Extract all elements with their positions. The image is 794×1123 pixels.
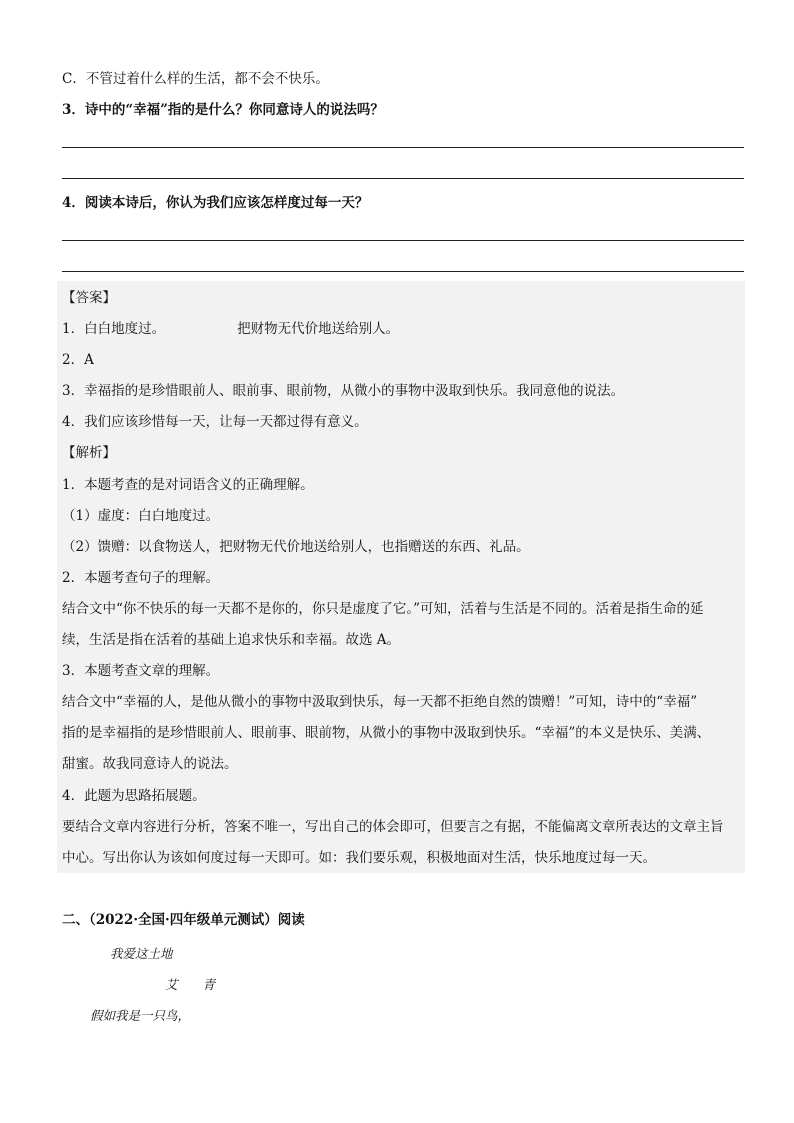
question-3: 3．诗中的“幸福”指的是什么？你同意诗人的说法吗？ bbox=[62, 102, 384, 118]
analysis-line: 指的是幸福指的是珍惜眼前人、眼前事、眼前物，从微小的事物中汲取到快乐。“幸福”的本义是快乐、美满、 bbox=[62, 725, 711, 741]
analysis-line: 续，生活是指在活着的基础上追求快乐和幸福。故选 A。 bbox=[62, 632, 401, 648]
answer-2: 2．A bbox=[62, 352, 94, 368]
answer-line bbox=[62, 271, 744, 272]
answer-3: 3．幸福指的是珍惜眼前人、眼前事、眼前物，从微小的事物中汲取到快乐。我同意他的说法。 bbox=[62, 383, 625, 399]
analysis-line: （2）馈赠：以食物送人，把财物无代价地送给别人，也指赠送的东西、礼品。 bbox=[62, 539, 530, 555]
answer-heading: 【答案】 bbox=[62, 290, 116, 306]
analysis-line: 3．本题考查文章的理解。 bbox=[62, 663, 220, 679]
option-c: C．不管过着什么样的生活，都不会不快乐。 bbox=[62, 71, 329, 87]
analysis-line: 2．本题考查句子的理解。 bbox=[62, 570, 220, 586]
analysis-heading: 【解析】 bbox=[62, 445, 116, 461]
answer-line bbox=[62, 178, 744, 179]
analysis-line: 4．此题为思路拓展题。 bbox=[62, 788, 206, 804]
answer-4: 4．我们应该珍惜每一天，让每一天都过得有意义。 bbox=[62, 414, 368, 430]
answer-line bbox=[62, 147, 744, 148]
answer-1-part-b: 把财物无代价地送给别人。 bbox=[237, 321, 400, 337]
analysis-line: 结合文中“你不快乐的每一天都不是你的，你只是虚度了它。”可知，活着与生活是不同的。活着是指生命的延 bbox=[62, 601, 704, 617]
analysis-line: 要结合文章内容进行分析，答案不唯一，写出自己的体会即可，但要言之有据，不能偏离文章所表达的文章主旨 bbox=[62, 819, 724, 835]
poem-author: 艾 青 bbox=[165, 977, 216, 992]
analysis-line: 甜蜜。故我同意诗人的说法。 bbox=[62, 756, 238, 772]
poem-line: 假如我是一只鸟， bbox=[90, 1008, 191, 1023]
analysis-line: （1）虚度：白白地度过。 bbox=[62, 508, 220, 524]
answer-line bbox=[62, 240, 744, 241]
section-two-heading: 二、（2022·全国·四年级单元测试）阅读 bbox=[62, 912, 305, 928]
answer-1-part-a: 1．白白地度过。 bbox=[62, 321, 166, 337]
question-4: 4．阅读本诗后，你认为我们应该怎样度过每一天？ bbox=[62, 195, 369, 211]
poem-title: 我爱这土地 bbox=[110, 946, 173, 961]
analysis-line: 中心。写出你认为该如何度过每一天即可。如：我们要乐观，积极地面对生活，快乐地度过每一天。 bbox=[62, 850, 656, 866]
analysis-line: 结合文中“幸福的人，是他从微小的事物中汲取到快乐，每一天都不拒绝自然的馈赠！”可知，诗中的“幸福” bbox=[62, 694, 698, 710]
answer-1 bbox=[62, 320, 399, 338]
analysis-line: 1．本题考查的是对词语含义的正确理解。 bbox=[62, 477, 314, 493]
